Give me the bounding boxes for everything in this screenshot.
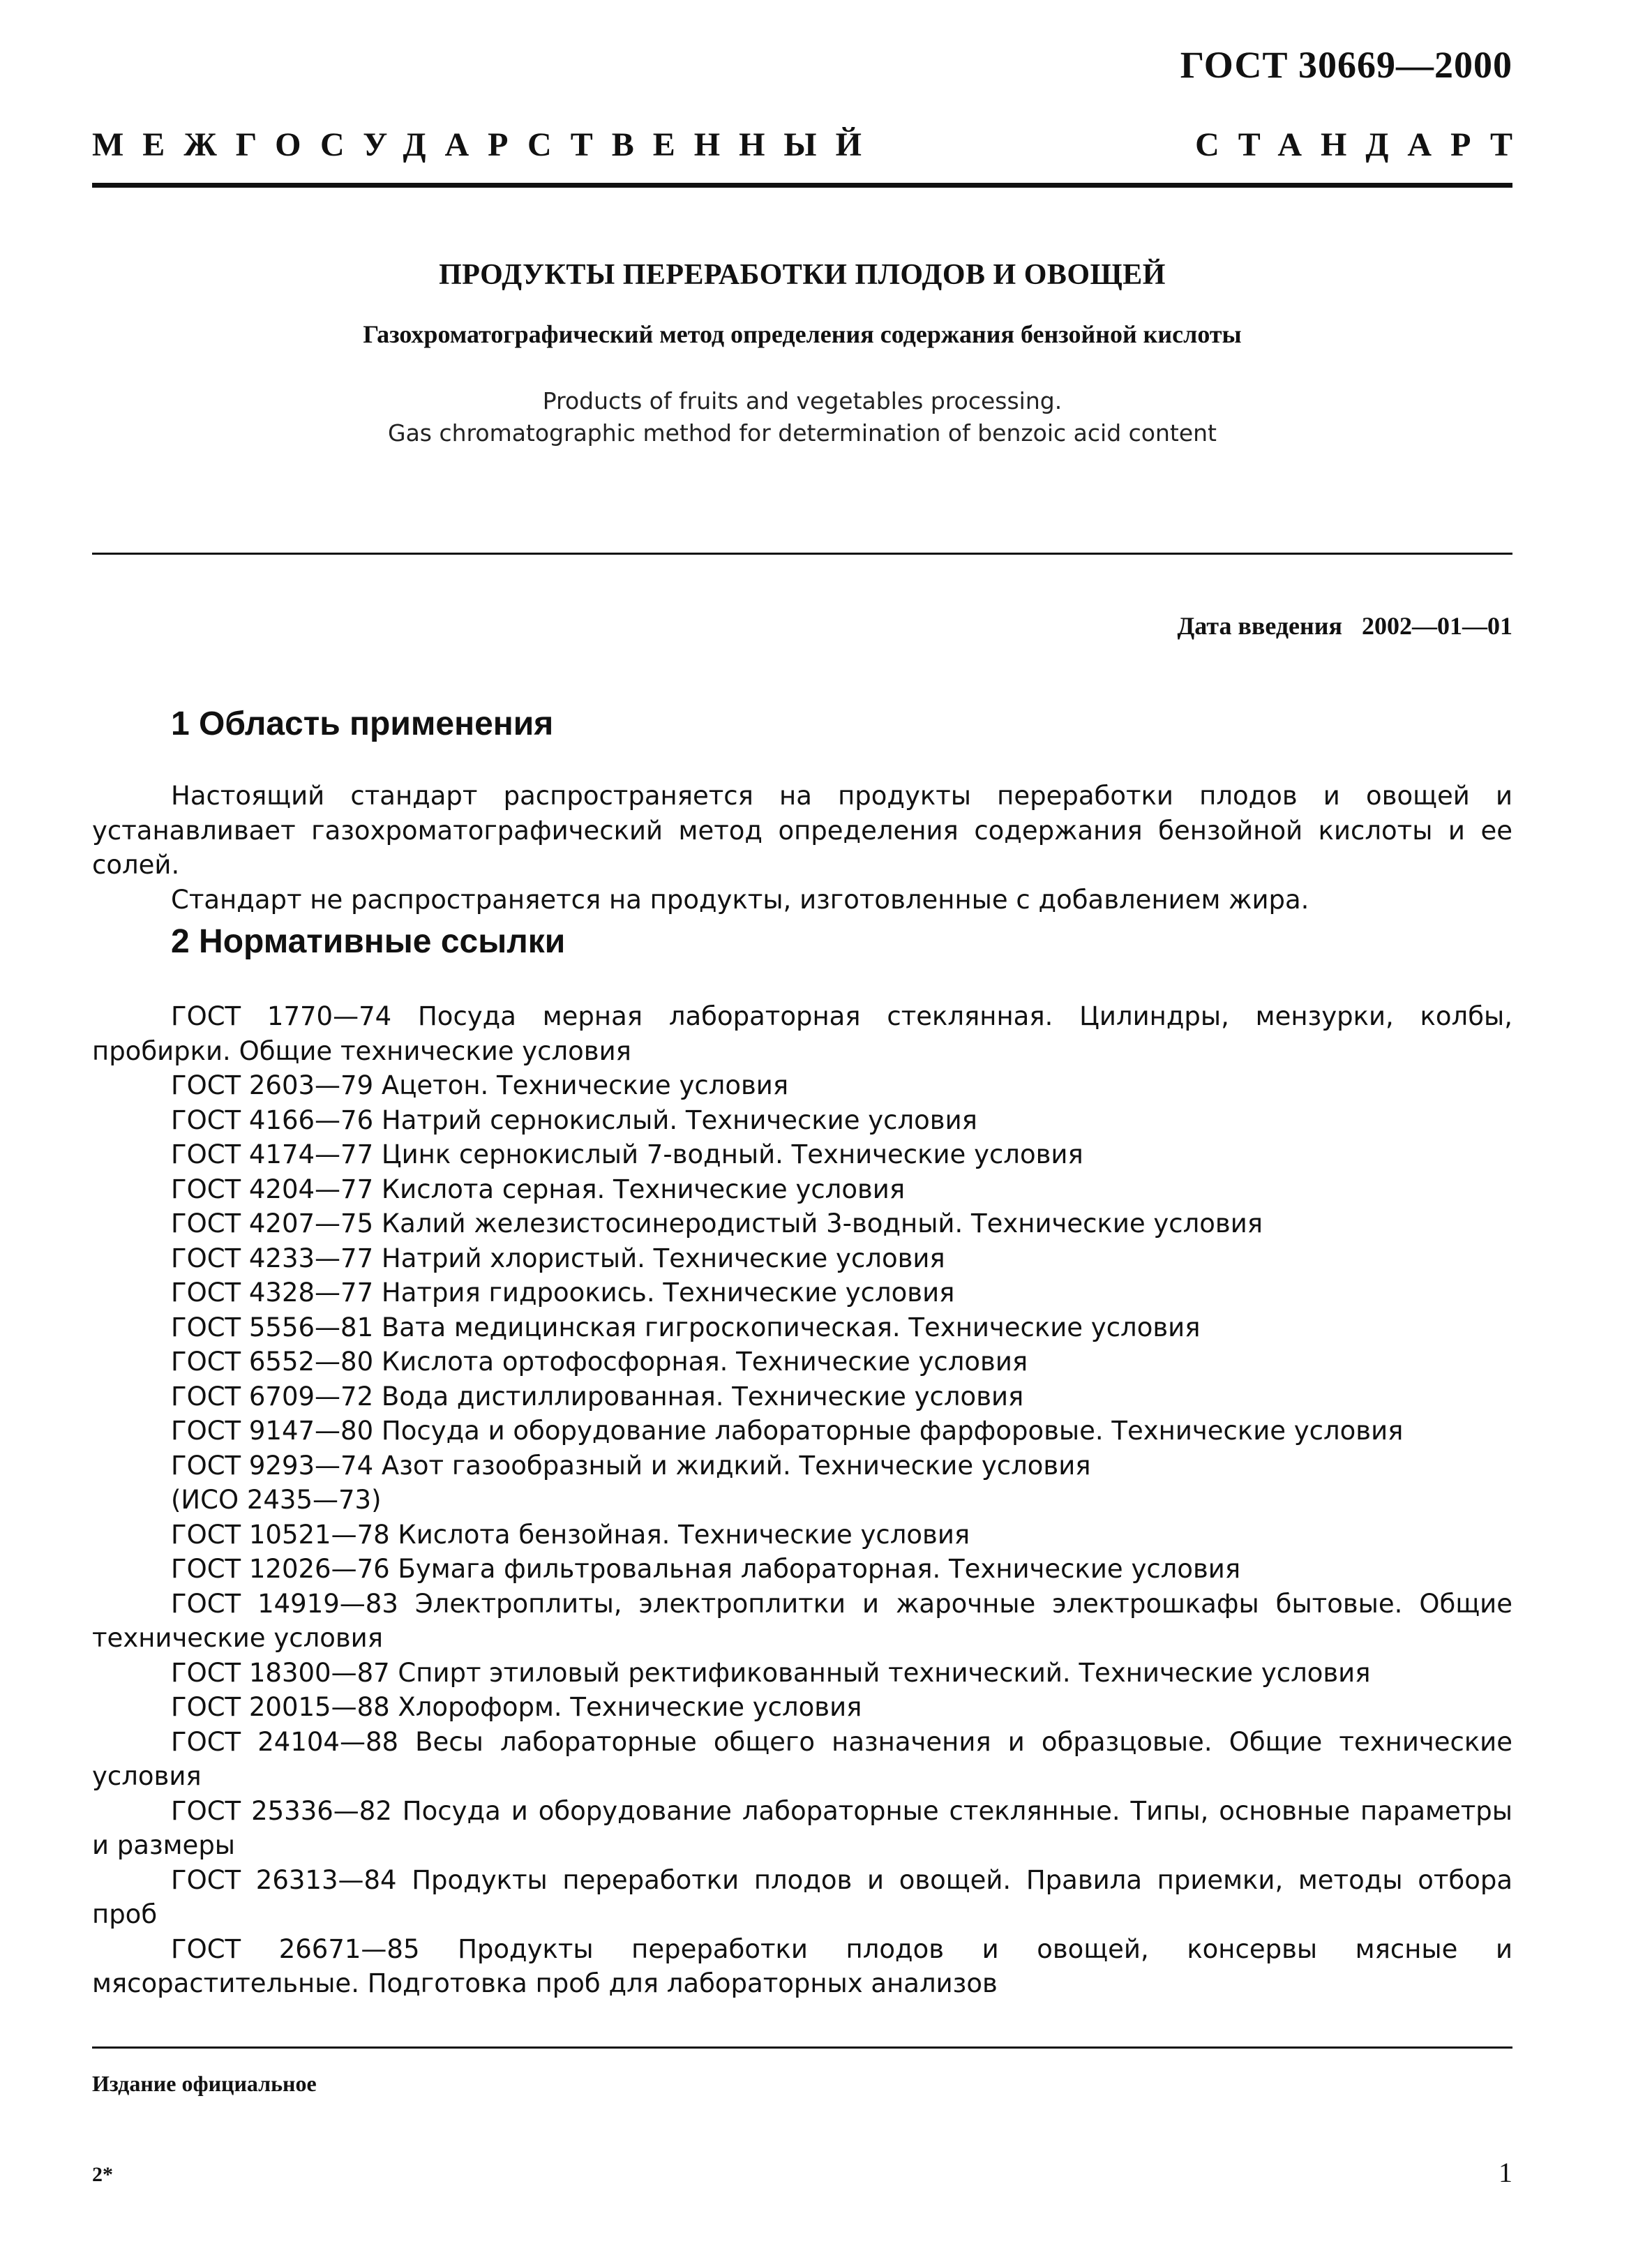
edition-label: Издание официальное: [92, 2071, 317, 2096]
reference-item: ГОСТ 12026—76 Бумага фильтровальная лабораторная. Технические условия: [171, 1554, 1241, 1584]
english-title-line: Gas chromatographic method for determination of benzoic acid content: [388, 419, 1217, 447]
reference-item: ГОСТ 4207—75 Калий железистосинеродистый 3-водный. Технические условия: [171, 1208, 1263, 1238]
band-right-label: СТАНДАРТ: [1195, 126, 1531, 163]
reference-item: ГОСТ 25336—82 Посуда и оборудование лабораторные стеклянные. Типы, основные параметры и размеры: [92, 1795, 1512, 1860]
document-code: ГОСТ 30669—2000: [1180, 44, 1512, 86]
reference-item: ГОСТ 14919—83 Электроплиты, электроплитки и жарочные электрошкафы бытовые. Общие технические условия: [92, 1588, 1512, 1653]
introduction-date-value: 2002—01—01: [1362, 612, 1512, 640]
reference-item: ГОСТ 4328—77 Натрия гидроокись. Технические условия: [171, 1278, 955, 1308]
sub-title: Газохроматографический метод определения содержания бензойной кислоты: [363, 320, 1242, 348]
reference-item: ГОСТ 10521—78 Кислота бензойная. Технические условия: [171, 1519, 970, 1550]
english-title: [92, 385, 1512, 449]
paragraph: Настоящий стандарт распространяется на продукты переработки плодов и овощей и устанавливает газохроматографический метод определения содержания бензойной кислоты и ее солей.: [92, 781, 1512, 880]
reference-item: ГОСТ 9147—80 Посуда и оборудование лабораторные фарфоровые. Технические условия: [171, 1416, 1404, 1446]
english-title-line: Products of fruits and vegetables processing.: [542, 387, 1062, 414]
reference-item: ГОСТ 6709—72 Вода дистиллированная. Технические условия: [171, 1381, 1024, 1412]
reference-item: ГОСТ 1770—74 Посуда мерная лабораторная стеклянная. Цилиндры, мензурки, колбы, пробирки. Общие технические условия: [92, 1001, 1512, 1066]
section-heading-references: 2 Нормативные ссылки: [171, 923, 566, 960]
title-rule: [92, 553, 1512, 555]
header-rule: [92, 183, 1512, 188]
reference-item: ГОСТ 24104—88 Весы лабораторные общего назначения и образцовые. Общие технические условия: [92, 1726, 1512, 1791]
reference-item: (ИСО 2435—73): [171, 1485, 382, 1515]
reference-item: ГОСТ 20015—88 Хлороформ. Технические условия: [171, 1692, 862, 1722]
band-left-label: МЕЖГОСУДАРСТВЕННЫЙ: [92, 126, 880, 163]
footer-rule: [92, 2046, 1512, 2049]
introduction-date: [1178, 611, 1513, 641]
signature-mark: 2*: [92, 2163, 113, 2186]
section-heading-scope: 1 Область применения: [171, 705, 554, 742]
page-number: 1: [1499, 2157, 1512, 2188]
reference-item: ГОСТ 4233—77 Натрий хлористый. Технические условия: [171, 1243, 945, 1273]
introduction-date-label: Дата введения: [1177, 612, 1342, 640]
paragraph: Стандарт не распространяется на продукты, изготовленные с добавлением жира.: [171, 884, 1309, 915]
reference-item: ГОСТ 9293—74 Азот газообразный и жидкий. Технические условия: [171, 1450, 1091, 1481]
main-title: ПРОДУКТЫ ПЕРЕРАБОТКИ ПЛОДОВ И ОВОЩЕЙ: [439, 259, 1166, 291]
reference-item: ГОСТ 2603—79 Ацетон. Технические условия: [171, 1070, 789, 1100]
reference-item: ГОСТ 4204—77 Кислота серная. Технические условия: [171, 1174, 906, 1204]
reference-item: ГОСТ 4166—76 Натрий сернокислый. Технические условия: [171, 1105, 977, 1135]
scope-text: [92, 779, 1512, 917]
references-list: [92, 999, 1512, 2001]
reference-item: ГОСТ 4174—77 Цинк сернокислый 7-водный. Технические условия: [171, 1139, 1083, 1169]
standard-type-band: [92, 126, 1531, 164]
reference-item: ГОСТ 6552—80 Кислота ортофосфорная. Технические условия: [171, 1347, 1028, 1377]
reference-item: ГОСТ 26313—84 Продукты переработки плодов и овощей. Правила приемки, методы отбора проб: [92, 1864, 1512, 1929]
reference-item: ГОСТ 18300—87 Спирт этиловый ректификованный технический. Технические условия: [171, 1657, 1371, 1688]
reference-item: ГОСТ 5556—81 Вата медицинская гигроскопическая. Технические условия: [171, 1312, 1201, 1342]
title-block: [92, 258, 1512, 449]
reference-item: ГОСТ 26671—85 Продукты переработки плодов и овощей, консервы мясные и мясорастительные. Подготовка проб для лабораторных анализов: [92, 1933, 1512, 1998]
